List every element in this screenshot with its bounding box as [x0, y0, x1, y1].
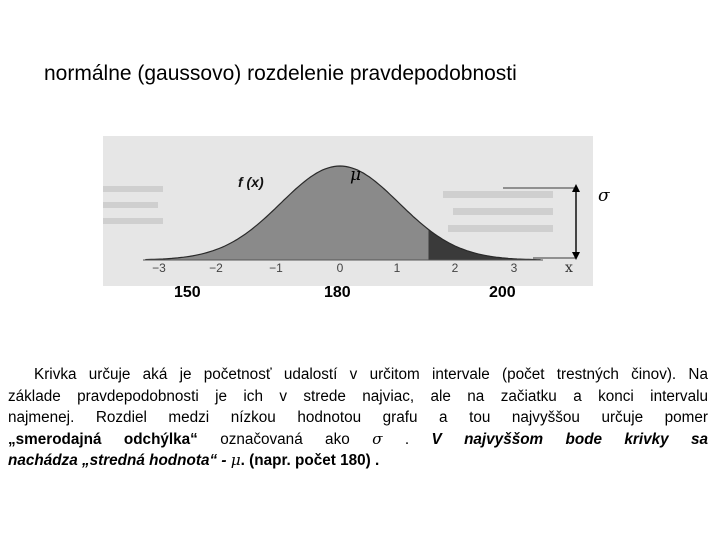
- italic-text: nachádza: [8, 452, 78, 469]
- paragraph-ending: . (napr. počet 180) .: [240, 452, 380, 469]
- mu-inline-symbol: μ: [230, 451, 241, 469]
- page-title: normálne (gaussovo) rozdelenie pravdepodobnosti: [44, 62, 517, 85]
- normal-distribution-figure: [103, 136, 593, 286]
- paragraph-text: .: [404, 430, 410, 448]
- paragraph-line: [8, 450, 708, 472]
- paragraph-line: najmenej. Rozdiel medzi nízkou hodnotou grafu a tou najvyššou určuje pomer: [8, 409, 708, 426]
- tick-label: −2: [209, 261, 223, 275]
- paragraph-line: [8, 429, 708, 451]
- italic-peak-text: V najvyššom bode krivky sa: [431, 430, 709, 448]
- mu-symbol: μ: [350, 165, 362, 185]
- value-label-200: 200: [489, 284, 516, 301]
- tick-label: 0: [336, 261, 344, 275]
- tick-label: 3: [510, 261, 518, 275]
- bell-curve-graph: [103, 136, 593, 286]
- paragraph-line: základe pravdepodobnosti je ich v strede najviac, ale na začiatku a konci intervalu: [8, 387, 708, 405]
- x-symbol: x: [565, 260, 573, 276]
- description-paragraph: [8, 364, 708, 472]
- tick-label: 2: [451, 261, 459, 275]
- tick-label: −3: [152, 261, 166, 275]
- value-label-180: 180: [324, 284, 351, 301]
- fx-label: f (x): [238, 174, 264, 190]
- value-label-150: 150: [174, 284, 201, 301]
- sigma-inline-symbol: σ: [372, 429, 383, 448]
- paragraph-text: označovaná ako: [220, 430, 350, 448]
- bold-term-std-deviation: „smerodajná odchýlka“: [8, 430, 198, 448]
- tick-label: −1: [269, 261, 283, 275]
- tick-label: 1: [393, 261, 401, 275]
- bold-term-mean: „stredná hodnota“ -: [81, 452, 227, 469]
- paragraph-line: Krivka určuje aká je početnosť udalostí v určitom intervale (počet trestných činov). Na: [34, 366, 708, 383]
- sigma-symbol: σ: [598, 186, 610, 206]
